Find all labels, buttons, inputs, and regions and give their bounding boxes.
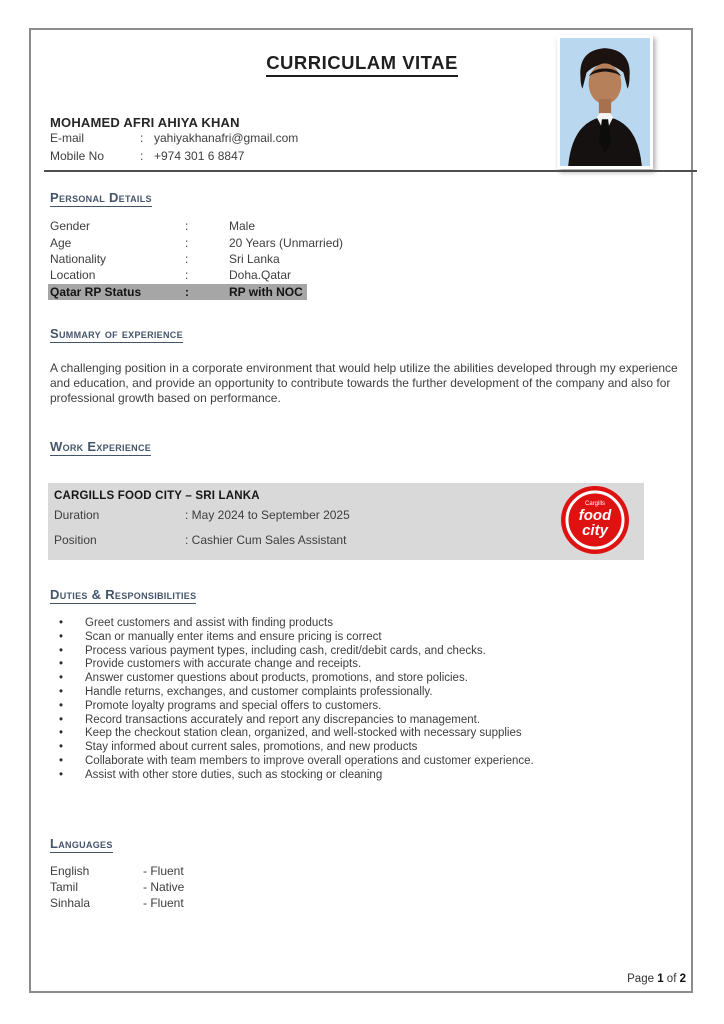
duty-item: • Greet customers and assist with finding products [50, 617, 660, 631]
work-detail-label: Duration [54, 508, 100, 522]
duty-item: • Record transactions accurately and report any discrepancies to management. [50, 714, 660, 728]
duty-item: • Assist with other store duties, such as stocking or cleaning [50, 769, 660, 783]
language-name: Tamil [50, 880, 79, 895]
personal-detail-row [48, 284, 307, 300]
svg-text:Cargills: Cargills [584, 501, 606, 507]
language-level: - Fluent [143, 896, 184, 911]
language-level: - Native [143, 880, 185, 895]
language-row [50, 880, 184, 896]
cargills-food-city-logo [560, 485, 630, 555]
detail-value: Doha.Qatar [229, 268, 292, 283]
work-detail-value: : Cashier Cum Sales Assistant [185, 533, 347, 547]
detail-label: Nationality [50, 251, 107, 266]
detail-colon: : [185, 268, 189, 283]
contact-value: +974 301 6 8847 [154, 148, 245, 163]
personal-detail-row [48, 234, 343, 250]
page-title: CURRICULAM VITAE [266, 52, 458, 77]
identity-block [50, 115, 298, 165]
employer-name: CARGILLS FOOD CITY – SRI LANKA [54, 490, 260, 502]
contact-colon: : [140, 148, 144, 163]
detail-colon: : [185, 235, 189, 250]
section-heading-work-experience: Work Experience [50, 439, 152, 454]
detail-label: Qatar RP Status [50, 284, 142, 299]
portrait-photo-graphic [560, 38, 650, 166]
food-city-logo-icon [560, 485, 630, 555]
duty-item: • Stay informed about current sales, promotions, and new products [50, 741, 660, 755]
detail-colon: : [185, 219, 189, 234]
language-level: - Fluent [143, 864, 184, 878]
header-divider [44, 170, 697, 172]
personal-detail-row [48, 267, 343, 283]
section-heading-languages: Languages [50, 836, 113, 851]
work-detail-row [54, 528, 644, 552]
duty-item: • Process various payment types, including cash, credit/debit cards, and checks. [50, 645, 660, 659]
personal-details-rows [48, 218, 343, 300]
section-heading-summary: Summary of experience [50, 326, 183, 341]
detail-colon: : [185, 284, 189, 299]
duties-list [50, 617, 660, 783]
page-number-total: 2 [679, 973, 686, 985]
contact-rows [50, 130, 298, 165]
duty-item: • Keep the checkout station clean, organized, and well-stocked with necessary supplies [50, 727, 660, 741]
detail-colon: : [185, 251, 189, 266]
personal-detail-row [48, 251, 343, 267]
contact-value: yahiyakhanafri@gmail.com [154, 131, 299, 145]
detail-label: Location [50, 268, 96, 283]
summary-paragraph: A challenging position in a corporate environment that would help utilize the abilities developed through my experience and education, and provide an opportunity to contribute towards the further development of the company and also for professional growth based on performance. [50, 361, 678, 405]
personal-detail-row [48, 218, 343, 234]
detail-value: RP with NOC [229, 284, 303, 299]
contact-label: Mobile No [50, 148, 105, 163]
section-heading-personal-details: Personal Details [50, 190, 152, 205]
page-number [627, 973, 686, 985]
contact-row [50, 130, 298, 148]
detail-label: Gender [50, 219, 91, 234]
detail-value: 20 Years (Unmarried) [229, 235, 344, 250]
section-heading-duties: Duties & Responsibilities [50, 587, 197, 602]
page-number-prefix: Page [627, 973, 654, 985]
detail-value: Male [229, 219, 256, 234]
language-row [50, 864, 184, 880]
candidate-name: MOHAMED AFRI AHIYA KHAN [50, 115, 240, 130]
duty-item: • Answer customer questions about products, promotions, and store policies. [50, 672, 660, 686]
contact-label: E-mail [50, 131, 85, 145]
detail-value: Sri Lanka [229, 251, 280, 266]
duty-item: • Collaborate with team members to improve overall operations and customer experience. [50, 755, 660, 769]
language-name: Sinhala [50, 896, 91, 911]
work-rows [54, 503, 644, 552]
portrait-photo [557, 35, 653, 169]
work-detail-row [54, 503, 644, 527]
duty-item: • Provide customers with accurate change and receipts. [50, 658, 660, 672]
duty-item: • Promote loyalty programs and special offers to customers. [50, 700, 660, 714]
contact-row [50, 148, 298, 166]
svg-text:city: city [582, 522, 608, 539]
languages-rows [50, 864, 184, 913]
work-detail-value: : May 2024 to September 2025 [185, 508, 350, 522]
language-row [50, 896, 184, 912]
duty-item: • Scan or manually enter items and ensure pricing is correct [50, 631, 660, 645]
svg-text:food: food [578, 507, 612, 524]
page-number-current: 1 [657, 973, 664, 985]
work-detail-label: Position [54, 533, 97, 547]
language-name: English [50, 864, 90, 878]
work-experience-panel [48, 483, 644, 560]
detail-label: Age [50, 235, 72, 250]
page-number-of: of [666, 973, 677, 985]
contact-colon: : [140, 131, 144, 145]
duty-item: • Handle returns, exchanges, and customer complaints professionally. [50, 686, 660, 700]
